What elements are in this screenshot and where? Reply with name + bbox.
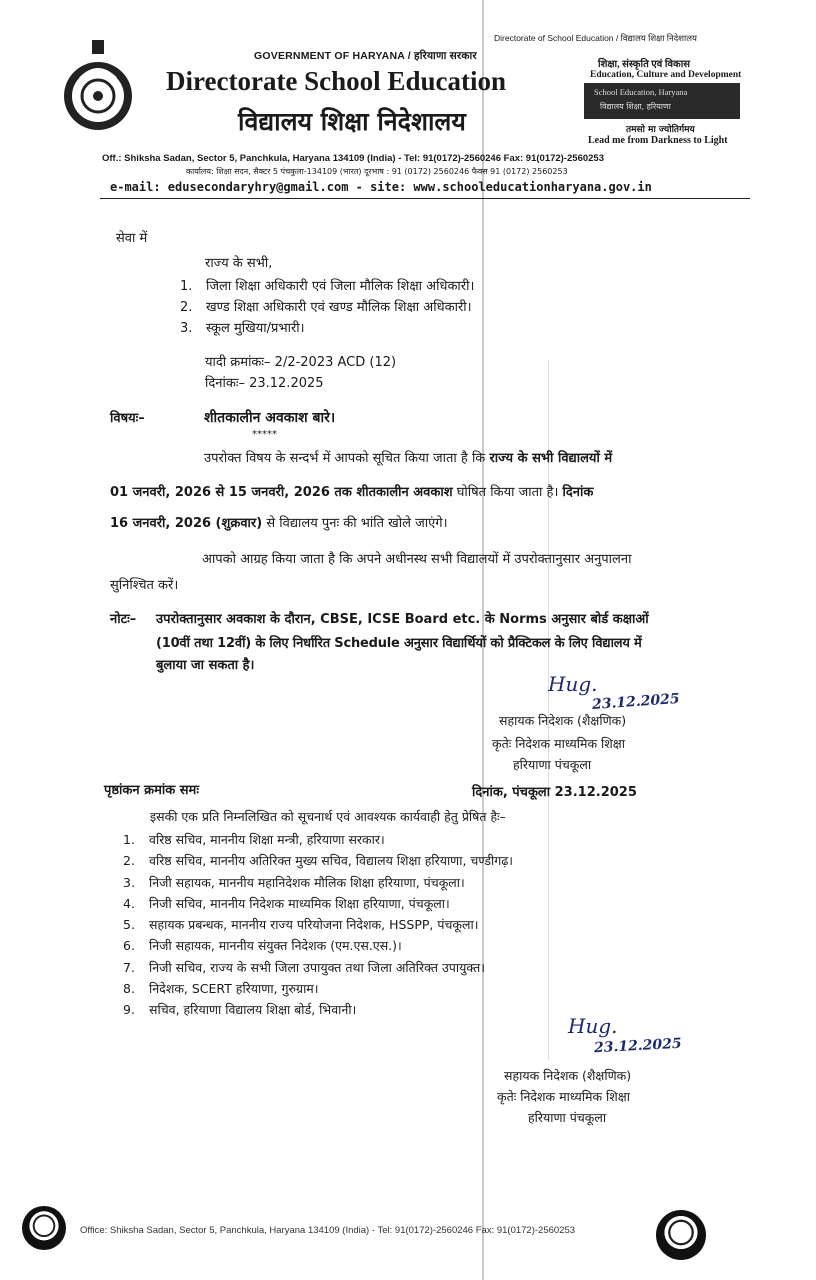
para2-line1: आपको आग्रह किया जाता है कि अपने अधीनस्थ सभी विद्यालयों में उपरोक्तानुसार अनुपालना (202, 552, 632, 567)
list-item: 6. निजी सहायक, माननीय संयुक्त निदेशक (एम.एस.एस.)। (123, 938, 402, 954)
right-hi: शिक्षा, संस्कृति एवं विकास (598, 59, 691, 70)
note-line2: (10वीं तथा 12वीं) के लिए निर्धारित Schedule अनुसार विद्यार्थियों को प्रैक्टिकल के लिए विद्यालय में (156, 636, 642, 651)
logo-box-en: School Education, Haryana (594, 87, 688, 97)
office-hi: कार्यालय: शिक्षा सदन, सैक्टर 5 पंचकुला-134109 (भारत) दूरभाष : 91 (0172) 2560246 फैक्स 91 (0172) 2560253 (186, 167, 568, 176)
email-line: e-mail: edusecondaryhry@gmail.com - site: www.schooleducationharyana.gov.in (110, 180, 652, 194)
para2-line2: सुनिश्चित करें। (110, 578, 179, 593)
list-item: 1. वरिष्ठ सचिव, माननीय शिक्षा मन्त्री, हरियाणा सरकार। (123, 832, 385, 847)
addressee-list (180, 276, 474, 339)
memo-number: यादी क्रमांकः– 2/2-2023 ACD (12) (205, 355, 397, 370)
list-item: 1. जिला शिक्षा अधिकारी एवं जिला मौलिक शिक्षा अधिकारी। (180, 279, 475, 294)
seva-me: सेवा में (116, 231, 148, 246)
sig2-designation: सहायक निदेशक (शैक्षणिक) (504, 1068, 632, 1083)
para1-line1: उपरोक्त विषय के सन्दर्भ में आपको सूचित किया जाता है कि राज्य के सभी विद्यालयों में (204, 451, 613, 466)
note-label: नोटः– (110, 612, 137, 627)
motto-en: Lead me from Darkness to Light (588, 135, 728, 146)
list-item: 3. निजी सहायक, माननीय महानिदेशक मौलिक शिक्षा हरियाणा, पंचकूला। (123, 874, 465, 890)
list-item: 2. खण्ड शिक्षा अधिकारी एवं खण्ड मौलिक शिक्षा अधिकारी। (180, 300, 472, 315)
sig2-place: हरियाणा पंचकूला (528, 1110, 607, 1125)
list-item: 8. निदेशक, SCERT हरियाणा, गुरुग्राम। (123, 981, 319, 997)
right-en: Education, Culture and Development (590, 70, 742, 80)
list-item: 2. वरिष्ठ सचिव, माननीय अतिरिक्त मुख्य सचिव, विद्यालय शिक्षा हरियाणा, चण्डीगढ़। (123, 853, 514, 869)
para1-line3: 16 जनवरी, 2026 (शुक्रवार) से विद्यालय पुनः की भांति खोले जाएंगे। (110, 516, 448, 531)
list-item: 7. निजी सचिव, राज्य के सभी जिला उपायुक्त तथा जिला अतिरिक्त उपायुक्त। (123, 959, 485, 975)
endorsement-label: पृष्ठांकन क्रमांक समः (104, 783, 199, 798)
signature-2 (568, 1014, 683, 1057)
header-divider (100, 198, 750, 199)
logo-box-hi: विद्यालय शिक्षा, हरियाणा (600, 102, 671, 111)
logo-box (584, 83, 740, 119)
signature-scribble: Hug. (548, 672, 598, 696)
endorsement-intro: इसकी एक प्रति निम्नलिखित को सूचनार्थ एवं आवश्यक कार्यवाही हेतु प्रेषित हैः– (150, 809, 506, 824)
title-en: Directorate School Education (166, 66, 506, 96)
haryana-emblem-icon (58, 38, 138, 138)
sig1-for: कृतेः निदेशक माध्यमिक शिक्षा (492, 736, 625, 751)
list-item: 3. स्कूल मुखिया/प्रभारी। (180, 321, 305, 336)
office-en: Off.: Shiksha Sadan, Sector 5, Panchkula, Haryana 134109 (India) - Tel: 91(0172)-2560246 Fax: 91(0172)-2560253 (102, 153, 604, 164)
sig1-place: हरियाणा पंचकूला (513, 757, 592, 772)
signature-date: 23.12.2025 (591, 690, 681, 714)
subject-label: विषयः– (110, 411, 145, 426)
list-item: 4. निजी सचिव, माननीय निदेशक माध्यमिक शिक्षा हरियाणा, पंचकूला। (123, 895, 450, 911)
note-line3: बुलाया जा सकता है। (156, 658, 255, 673)
addressee-intro: राज्य के सभी, (205, 256, 273, 271)
endorsement-date: दिनांक, पंचकूला 23.12.2025 (472, 785, 637, 800)
sig1-designation: सहायक निदेशक (शैक्षणिक) (499, 713, 627, 728)
footer-right-seal-icon (656, 1210, 706, 1260)
top-note: Directorate of School Education / विद्यालय शिक्षा निदेशालय (494, 33, 697, 43)
signature-1 (548, 672, 681, 714)
endorsement-list (123, 829, 513, 1021)
signature-scribble: Hug. (568, 1014, 618, 1038)
list-item: 9. सचिव, हरियाणा विद्यालय शिक्षा बोर्ड, भिवानी। (123, 1002, 357, 1018)
motto-hi: तमसो मा ज्योतिर्गमय (626, 125, 695, 135)
note-line1: उपरोक्तानुसार अवकाश के दौरान, CBSE, ICSE Board etc. के Norms अनुसार बोर्ड कक्षाओं (156, 612, 649, 627)
para1-line2: 01 जनवरी, 2026 से 15 जनवरी, 2026 तक शीतकालीन अवकाश घोषित किया जाता है। दिनांक (110, 485, 594, 500)
footer-left-seal-icon (22, 1206, 66, 1250)
gov-line: GOVERNMENT OF HARYANA / हरियाणा सरकार (254, 50, 477, 62)
memo-date: दिनांकः– 23.12.2025 (205, 376, 324, 391)
stars: ***** (252, 429, 277, 440)
title-hi: विद्यालय शिक्षा निदेशालय (238, 107, 466, 136)
sig2-for: कृतेः निदेशक माध्यमिक शिक्षा (497, 1089, 630, 1104)
signature-date: 23.12.2025 (593, 1035, 683, 1057)
footer-office: Office: Shiksha Sadan, Sector 5, Panchkula, Haryana 134109 (India) - Tel: 91(0172)-2560246 Fax: 91(0172)-2560253 (80, 1225, 576, 1236)
list-item: 5. सहायक प्रबन्धक, माननीय राज्य परियोजना निदेशक, HSSPP, पंचकूला। (123, 917, 479, 933)
subject: शीतकालीन अवकाश बारे। (204, 410, 336, 426)
